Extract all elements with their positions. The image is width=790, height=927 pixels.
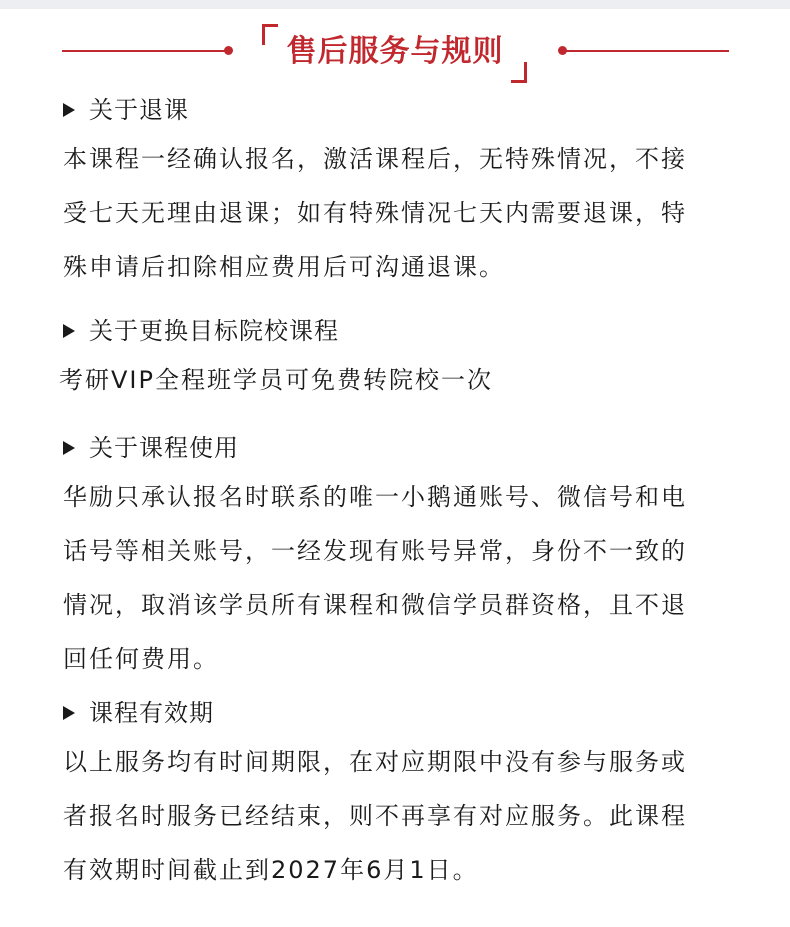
section-heading [63,313,743,349]
section-heading [63,92,743,128]
body-line: 本课程一经确认报名，激活课程后，无特殊情况，不接 [63,145,687,173]
body-line: 话号等相关账号，一经发现有账号异常，身份不一致的 [63,537,687,565]
body-line: 有效期时间截止到2027年6月1日。 [63,856,479,884]
body-line: 华励只承认报名时联系的唯一小鹅通账号、微信号和电 [63,483,687,511]
section-heading-text: 课程有效期 [89,699,214,727]
body-line: 殊申请后扣除相应费用后可沟通退课。 [63,253,505,281]
section-body [63,735,743,897]
section-heading [63,695,743,731]
header-dot-left [224,46,233,55]
header-rule-right [566,50,729,52]
section-refund [63,92,743,294]
body-line: 以上服务均有时间期限，在对应期限中没有参与服务或 [63,748,687,776]
section-heading-text: 关于退课 [89,96,189,124]
body-line: 回任何费用。 [63,645,219,673]
triangle-bullet-icon [63,706,75,720]
section-body [63,470,743,686]
section-heading [63,430,743,466]
section-heading-text: 关于更换目标院校课程 [89,317,339,345]
section-body [63,132,743,294]
triangle-bullet-icon [63,103,75,117]
body-line: 情况，取消该学员所有课程和微信学员群资格，且不退 [63,591,687,619]
section-header [0,20,790,84]
body-line: 受七天无理由退课；如有特殊情况七天内需要退课，特 [63,199,687,227]
section-course-usage [63,430,743,686]
close-bracket-icon [511,62,527,83]
section-change-school [59,313,743,407]
top-divider-bar [0,0,790,9]
body-line: 考研VIP全程班学员可免费转院校一次 [59,366,493,394]
triangle-bullet-icon [63,324,75,338]
header-rule-left [62,50,226,52]
section-body [59,353,743,407]
page-title: 售后服务与规则 [286,34,504,69]
section-heading-text: 关于课程使用 [89,434,239,462]
body-line: 者报名时服务已经结束，则不再享有对应服务。此课程 [63,802,687,830]
section-validity [63,695,743,897]
triangle-bullet-icon [63,441,75,455]
